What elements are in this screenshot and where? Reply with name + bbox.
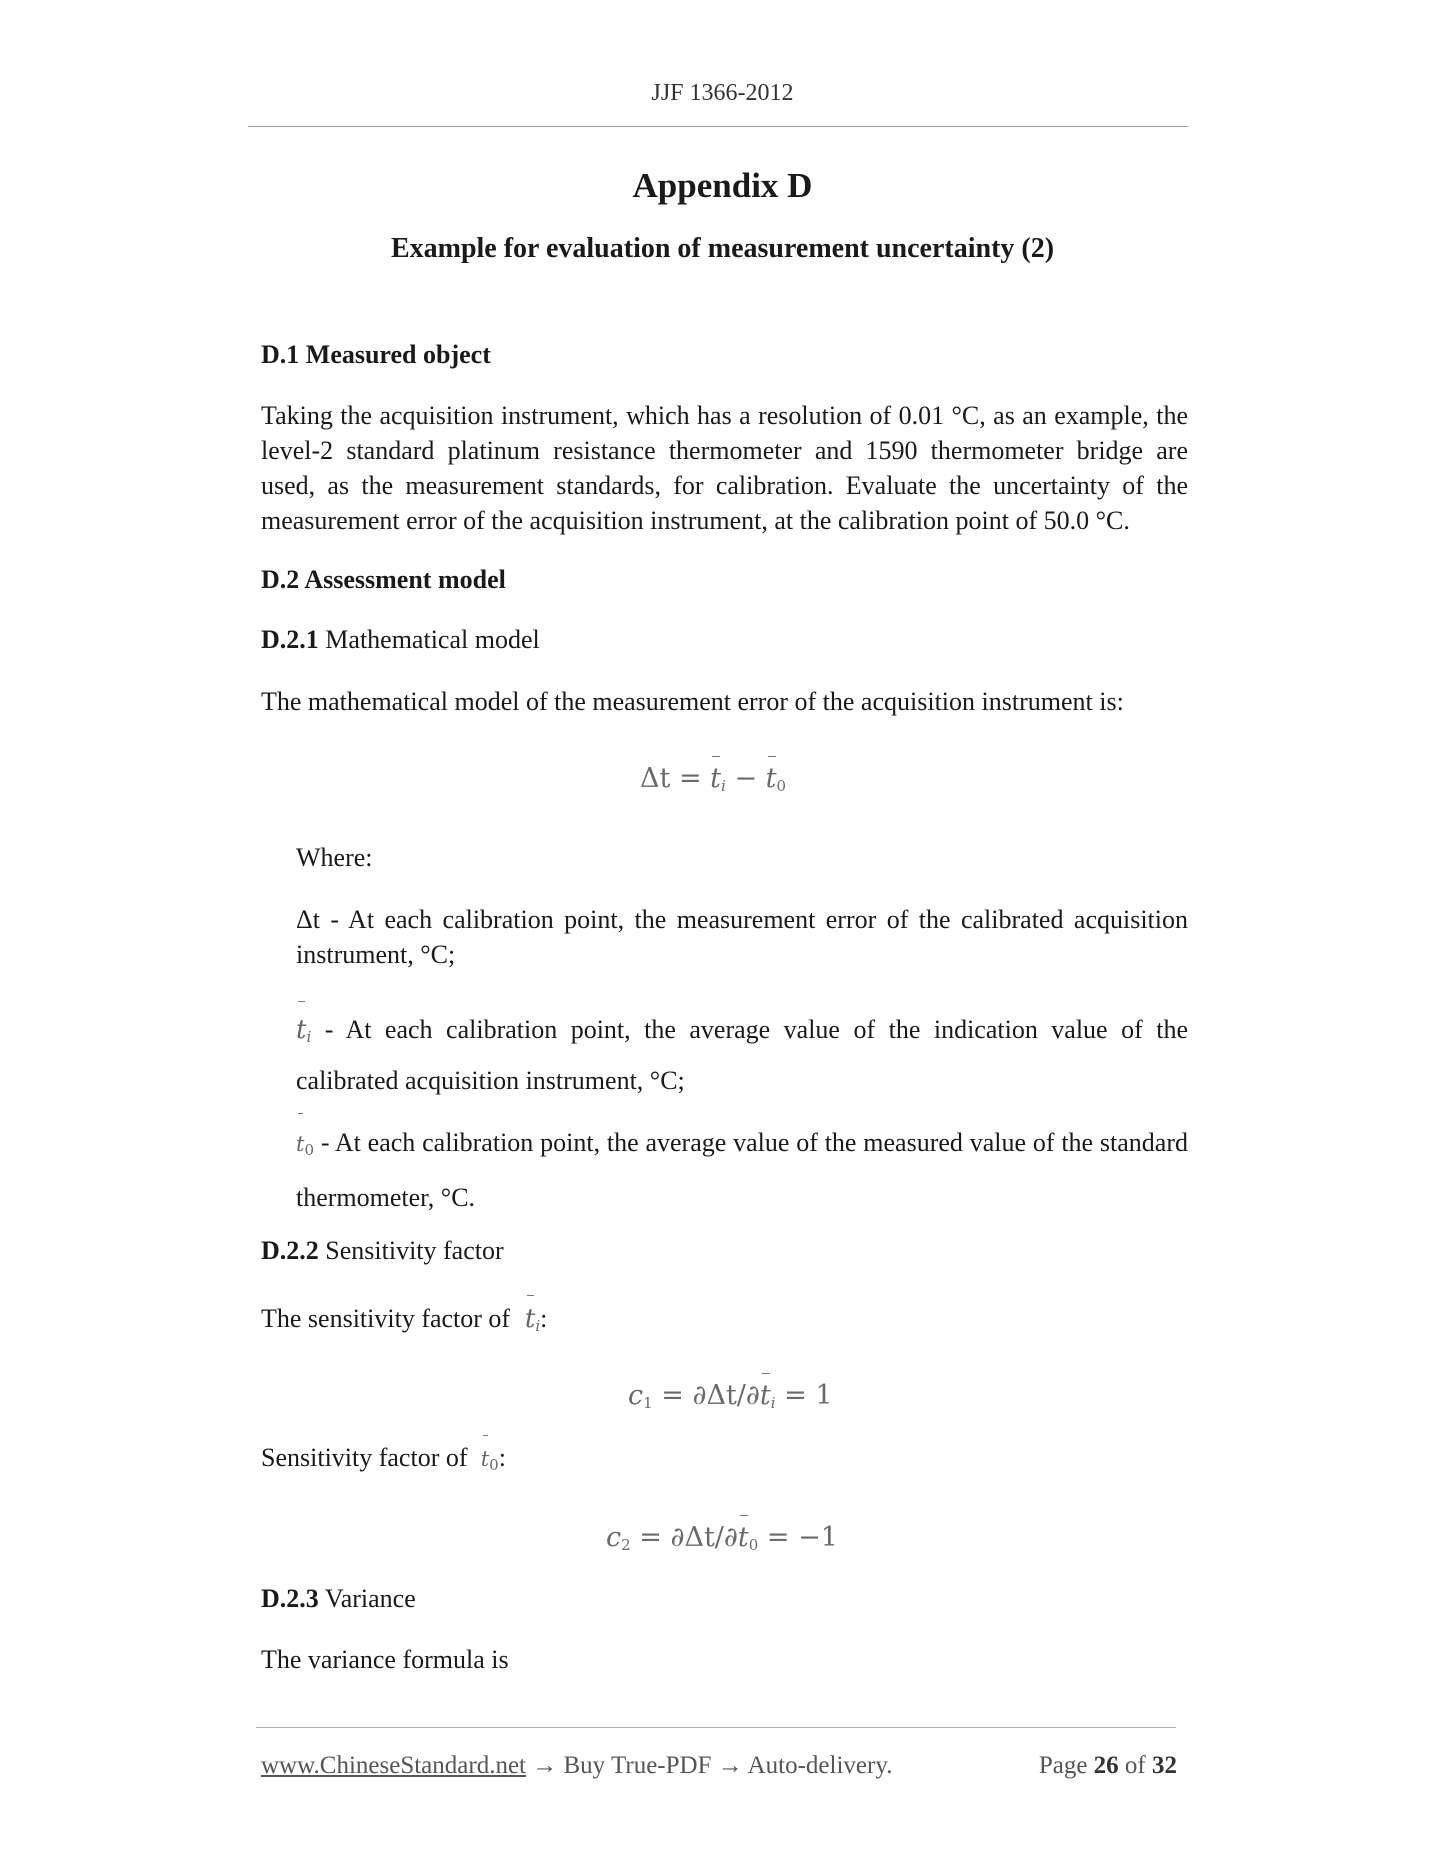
c2-t-bar: t [737, 1522, 749, 1553]
c2-equals: = [639, 1522, 662, 1553]
c1-equals-2: = [784, 1380, 807, 1411]
formula-t-bar: t [710, 763, 722, 794]
definition-ti-symbol: $t_i$ [296, 1015, 311, 1045]
definition-delta-t-text: - At each calibration point, the measurement error of the calibrated acquisition instrument, °C; [296, 905, 1188, 969]
footer-promo [261, 1752, 892, 1780]
document-code: JJF 1366-2012 [651, 80, 794, 106]
sensitivity-t0-symbol: $t_0$ [474, 1447, 499, 1471]
c1-symbol: c [628, 1380, 644, 1411]
section-heading-d23 [261, 1581, 1188, 1616]
page-indicator [1039, 1752, 1177, 1780]
page-label: Page [1038, 1752, 1088, 1779]
footer-website-link[interactable]: www.ChineseStandard.net [261, 1752, 526, 1779]
section-heading-d21 [261, 622, 1188, 657]
c1-rhs: 1 [815, 1380, 833, 1411]
formula-sub-i: i [721, 777, 726, 795]
sensitivity-t0-intro [261, 1440, 1188, 1483]
c1-equals: = [661, 1380, 684, 1411]
section-heading-d22 [261, 1233, 1188, 1268]
sensitivity-c2-formula [606, 1522, 838, 1554]
sensitivity-ti-colon: : [540, 1304, 548, 1333]
appendix-title: Appendix D [632, 166, 813, 205]
arrow-right-icon: → [532, 1752, 558, 1779]
formula-lhs: Δt [640, 763, 671, 794]
header-divider [248, 126, 1188, 127]
section-number-d21: D.2.1 [261, 625, 319, 654]
section-heading-d1: D.1 Measured object [261, 340, 491, 369]
sensitivity-ti-symbol: $t_i$ [524, 1304, 541, 1335]
definition-t0 [296, 1119, 1188, 1222]
sensitivity-t0-text: Sensitivity factor of [261, 1443, 468, 1472]
section-d1-paragraph: Taking the acquisition instrument, which has a resolution of 0.01 °C, as an example, the level-2 standard platinum resistance thermometer and 1590 thermometer bridge are used, as the measurement standards, for calibration. Evaluate the uncertainty of the measurement error of the acquisition instrument, at the calibration point of 50.0 °C. [261, 401, 1188, 535]
variance-intro: The variance formula is [261, 1645, 509, 1674]
definition-t0-symbol: $t_0$ [296, 1132, 314, 1156]
section-heading-d2: D.2 Assessment model [261, 565, 506, 594]
sensitivity-ti-text: The sensitivity factor of [261, 1304, 511, 1333]
page-total: 32 [1152, 1752, 1177, 1779]
formula-t0-bar: t [765, 763, 777, 794]
definition-delta-t [296, 902, 1188, 972]
model-intro: The mathematical model of the measurement error of the acquisition instrument is: [261, 687, 1124, 716]
footer-buy-text: Buy True-PDF [563, 1752, 712, 1779]
c1-sub-i: i [770, 1394, 776, 1412]
section-number-d23: D.2.3 [261, 1584, 319, 1613]
c1-t-bar: t [759, 1380, 771, 1411]
arrow-right-icon: → [717, 1752, 743, 1779]
appendix-subtitle: Example for evaluation of measurement uncertainty (2) [390, 233, 1055, 264]
definition-ti [296, 1008, 1188, 1103]
definition-ti-text: - At each calibration point, the average value of the indication value of the calibrated acquisition instrument, °C; [296, 1015, 1188, 1095]
c2-equals-2: = [766, 1522, 790, 1553]
formula-sub-0: 0 [776, 777, 787, 795]
section-title-d23: Variance [324, 1584, 416, 1613]
page-number: 26 [1093, 1752, 1119, 1779]
sensitivity-t0-colon: : [498, 1443, 506, 1472]
section-title-d21: Mathematical model [325, 625, 540, 654]
c2-symbol: c [606, 1522, 622, 1553]
definition-delta-t-symbol: Δt [296, 905, 320, 934]
model-formula [640, 763, 786, 795]
section-title-d22: Sensitivity factor [325, 1236, 504, 1265]
formula-minus: − [734, 763, 758, 794]
formula-equals: = [678, 763, 702, 794]
where-label: Where: [296, 843, 373, 872]
section-number-d22: D.2.2 [261, 1236, 319, 1265]
c2-sub: 2 [621, 1536, 631, 1554]
c2-sub-0: 0 [748, 1536, 759, 1554]
sensitivity-c1-formula [628, 1380, 833, 1412]
c2-partial: ∂Δt/∂ [670, 1522, 738, 1553]
c1-partial: ∂Δt/∂ [692, 1380, 760, 1411]
footer-divider [256, 1727, 1176, 1728]
c2-rhs: −1 [798, 1522, 838, 1553]
sensitivity-ti-intro [261, 1301, 1188, 1344]
page-of: of [1124, 1752, 1146, 1779]
definition-t0-text: - At each calibration point, the average value of the measured value of the standard thermometer, °C. [296, 1128, 1188, 1212]
footer-auto-delivery: Auto-delivery. [747, 1752, 893, 1779]
c1-sub: 1 [643, 1394, 653, 1412]
